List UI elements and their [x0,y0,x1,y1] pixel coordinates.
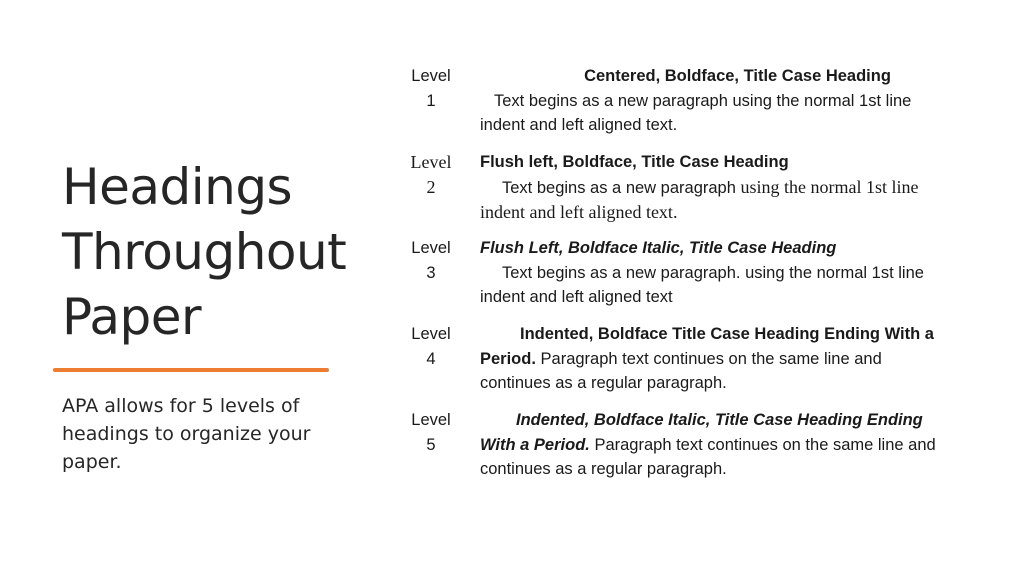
title-line-2: Throughout [62,223,347,281]
level-4-label: Level 4 [411,325,451,368]
title-line-1: Headings [62,158,293,216]
level-2-example [480,150,995,225]
accent-divider [53,368,329,372]
level-2-heading: Flush left, Boldface, Title Case Heading [480,153,789,171]
level-5-heading-line-2: With a Period. [480,435,590,454]
level-5-label: Level 5 [411,411,451,454]
level-1-heading: Centered, Boldface, Title Case Heading [584,67,891,85]
level-2-text-line-2: indent and left aligned text. [480,202,678,222]
level-1-label: Level 1 [411,67,451,110]
level-3-heading: Flush Left, Boldface Italic, Title Case Heading [480,239,837,257]
level-5-example [480,408,995,482]
slide-title [62,155,362,350]
level-1-text-line-1: Text begins as a new paragraph using the normal 1st line [494,91,912,110]
title-line-3: Paper [62,288,202,346]
level-2-label: Level 2 [410,152,452,197]
level-2-text-line-1: Text begins as a new paragraph using the normal 1st line [502,176,919,197]
level-4-text-line-2: Period. Paragraph text continues on the same line and [480,349,882,368]
level-5-heading-line-1: Indented, Boldface Italic, Title Case Heading Ending [516,411,923,429]
slide-subtitle: APA allows for 5 levels of headings to organize your paper. [62,395,311,473]
level-5-text-line-3: continues as a regular paragraph. [480,460,727,478]
level-5-text-line-2: With a Period. Paragraph text continues on the same line and [480,435,936,454]
level-3-text-line-2: indent and left aligned text [480,288,673,306]
level-3-text-line-1: Text begins as a new paragraph. using the normal 1st line [502,263,924,282]
level-4-heading-line-1: Indented, Boldface Title Case Heading Ending With a [520,325,934,343]
level-4-example [480,322,995,396]
level-1-text-line-2: indent and left aligned text. [480,116,678,134]
level-4-text-line-3: continues as a regular paragraph. [480,374,727,392]
level-3-label: Level 3 [411,239,451,282]
level-1-example [480,64,995,138]
level-3-example [480,236,995,310]
level-4-heading-line-2: Period. [480,349,536,368]
